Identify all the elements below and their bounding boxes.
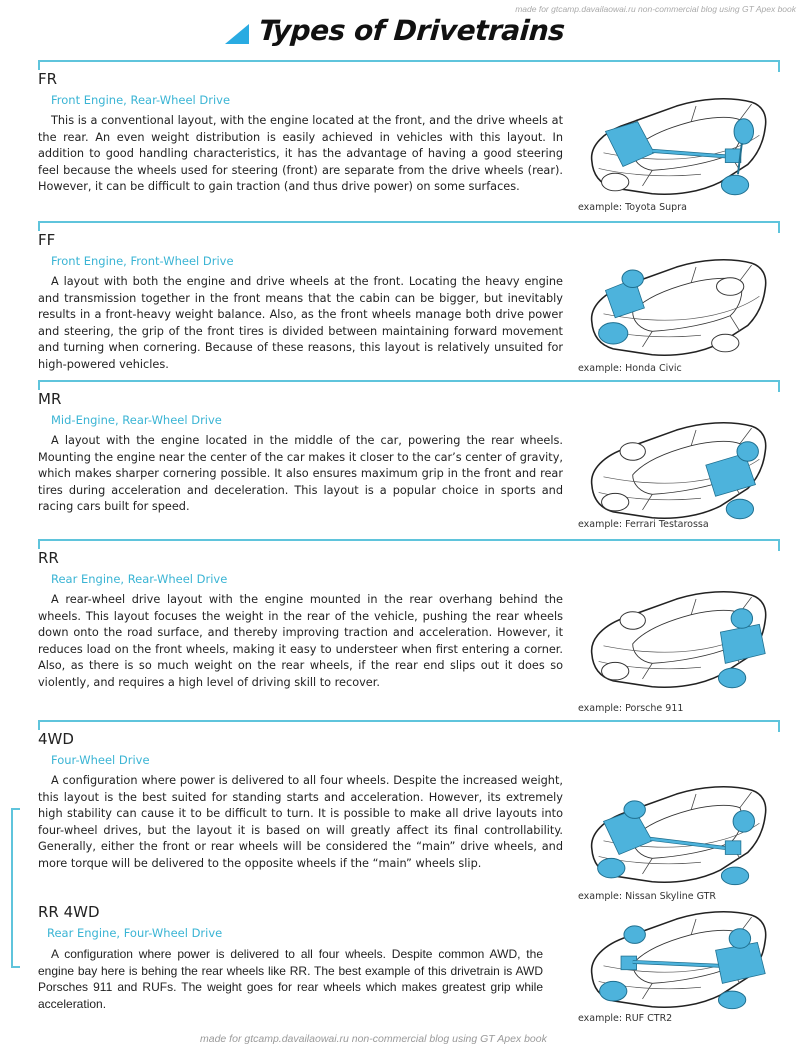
example-caption: example: Nissan Skyline GTR bbox=[578, 891, 717, 902]
section-rule bbox=[38, 221, 780, 229]
drivetrain-code: FF bbox=[38, 231, 56, 249]
watermark-top: made for gtcamp.davailaowai.ru non-commercial blog using GT Apex book bbox=[515, 4, 796, 14]
title-triangle-icon bbox=[225, 24, 249, 44]
drivetrain-description: A rear-wheel drive layout with the engine mounted in the rear overhang behind the wheels. This layout focuses the weight in the rear of the vehicle, pushing the rear wheels down onto the road surface, and thereby improving traction and acceleration. However, it reduces load on the front wheels, making it easy to understeer when first entering a corner. Also, as there is so much weight on the rear wheels, if the rear end slips out it does so violently, and requires a high level of driving skill to recover. bbox=[38, 593, 563, 689]
example-caption: example: Porsche 911 bbox=[578, 703, 684, 714]
page-header bbox=[225, 14, 565, 47]
example-caption: example: RUF CTR2 bbox=[578, 1013, 673, 1024]
drivetrain-subtitle: Mid-Engine, Rear-Wheel Drive bbox=[51, 413, 222, 427]
car-rr-drivetrain-icon bbox=[584, 585, 774, 693]
drivetrain-description: A layout with the engine located in the middle of the car, powering the rear wheels. Mounting the engine near the center of the car makes it closer to the car’s center of gravity, which makes sharper cornering possible. It also ensures maximum grip in the front and rear tires during acceleration and deceleration. This layout is a popular choice in sports and racing cars built for speed. bbox=[38, 434, 563, 513]
drivetrain-subtitle: Four-Wheel Drive bbox=[51, 753, 150, 767]
drivetrain-description: A configuration where power is delivered to all four wheels. Despite common AWD, the engine bay here is behing the rear wheels like RR. The best example of this drivetrain is AWD Porsches 911 and RUFs. The weight goes for rear wheels which makes greatest grip while acceleration. bbox=[38, 947, 543, 1011]
section-rule bbox=[38, 720, 780, 728]
4wd-group-bracket bbox=[11, 808, 20, 968]
drivetrain-description: A layout with both the engine and drive wheels at the front. Locating the heavy engine and transmission together in the front means that the cabin can be bigger, but inevitably results in a front-heavy weight balance. Also, as the front wheels manage both drive power and steering, the grip of the front tires is divided between maintaining forward movement and turning when cornering. Because of these reasons, this layout is relatively unsuited for high-powered vehicles. bbox=[38, 275, 563, 371]
section-rule bbox=[38, 380, 780, 388]
example-caption: example: Honda Civic bbox=[578, 363, 682, 374]
drivetrain-code: 4WD bbox=[38, 730, 74, 748]
drivetrain-description: This is a conventional layout, with the engine located at the front, and the drive wheels at the rear. An even weight distribution is easily achieved in vehicles with this layout. In addition to good handling characteristics, it has the advantage of having a good steering feel because the wheels used for steering (front) are separate from the drive wheels (rear). However, it can be difficult to gain traction (and thus drive power) on some surfaces. bbox=[38, 114, 563, 193]
car-ff-drivetrain-icon bbox=[584, 253, 774, 361]
drivetrain-subtitle: Front Engine, Front-Wheel Drive bbox=[51, 254, 234, 268]
drivetrain-subtitle: Rear Engine, Rear-Wheel Drive bbox=[51, 572, 228, 586]
example-caption: example: Toyota Supra bbox=[578, 202, 687, 213]
car-4wd-drivetrain-icon bbox=[584, 780, 774, 888]
drivetrain-code: FR bbox=[38, 70, 58, 88]
watermark-bottom: made for gtcamp.davailaowai.ru non-commercial blog using GT Apex book bbox=[200, 1033, 547, 1045]
drivetrain-subtitle: Front Engine, Rear-Wheel Drive bbox=[51, 93, 231, 107]
drivetrain-code: RR bbox=[38, 549, 59, 567]
page-title: Types of Drivetrains bbox=[257, 14, 566, 47]
section-rule bbox=[38, 60, 780, 68]
section-rule bbox=[38, 539, 780, 547]
car-fr-drivetrain-icon bbox=[584, 92, 774, 200]
drivetrain-code: MR bbox=[38, 390, 62, 408]
drivetrain-code: RR 4WD bbox=[38, 903, 100, 921]
car-mr-drivetrain-icon bbox=[584, 416, 774, 524]
drivetrain-description: A configuration where power is delivered to all four wheels. Despite the increased weight, this layout is the best suited for standing starts and acceleration. However, its extremely high stability can cause it to be difficult to turn. It is possible to make all drive layouts into four-wheel drives, but the layout it is based on will greatly affect its final controllability. Generally, either the front or rear wheels will be considered the “main” drive wheels, and more torque will be delivered to the opposite wheels if the “main” wheels slip. bbox=[38, 774, 563, 870]
car-rr4wd-drivetrain-icon bbox=[584, 905, 774, 1013]
example-caption: example: Ferrari Testarossa bbox=[578, 519, 709, 530]
drivetrain-subtitle: Rear Engine, Four-Wheel Drive bbox=[47, 926, 223, 940]
